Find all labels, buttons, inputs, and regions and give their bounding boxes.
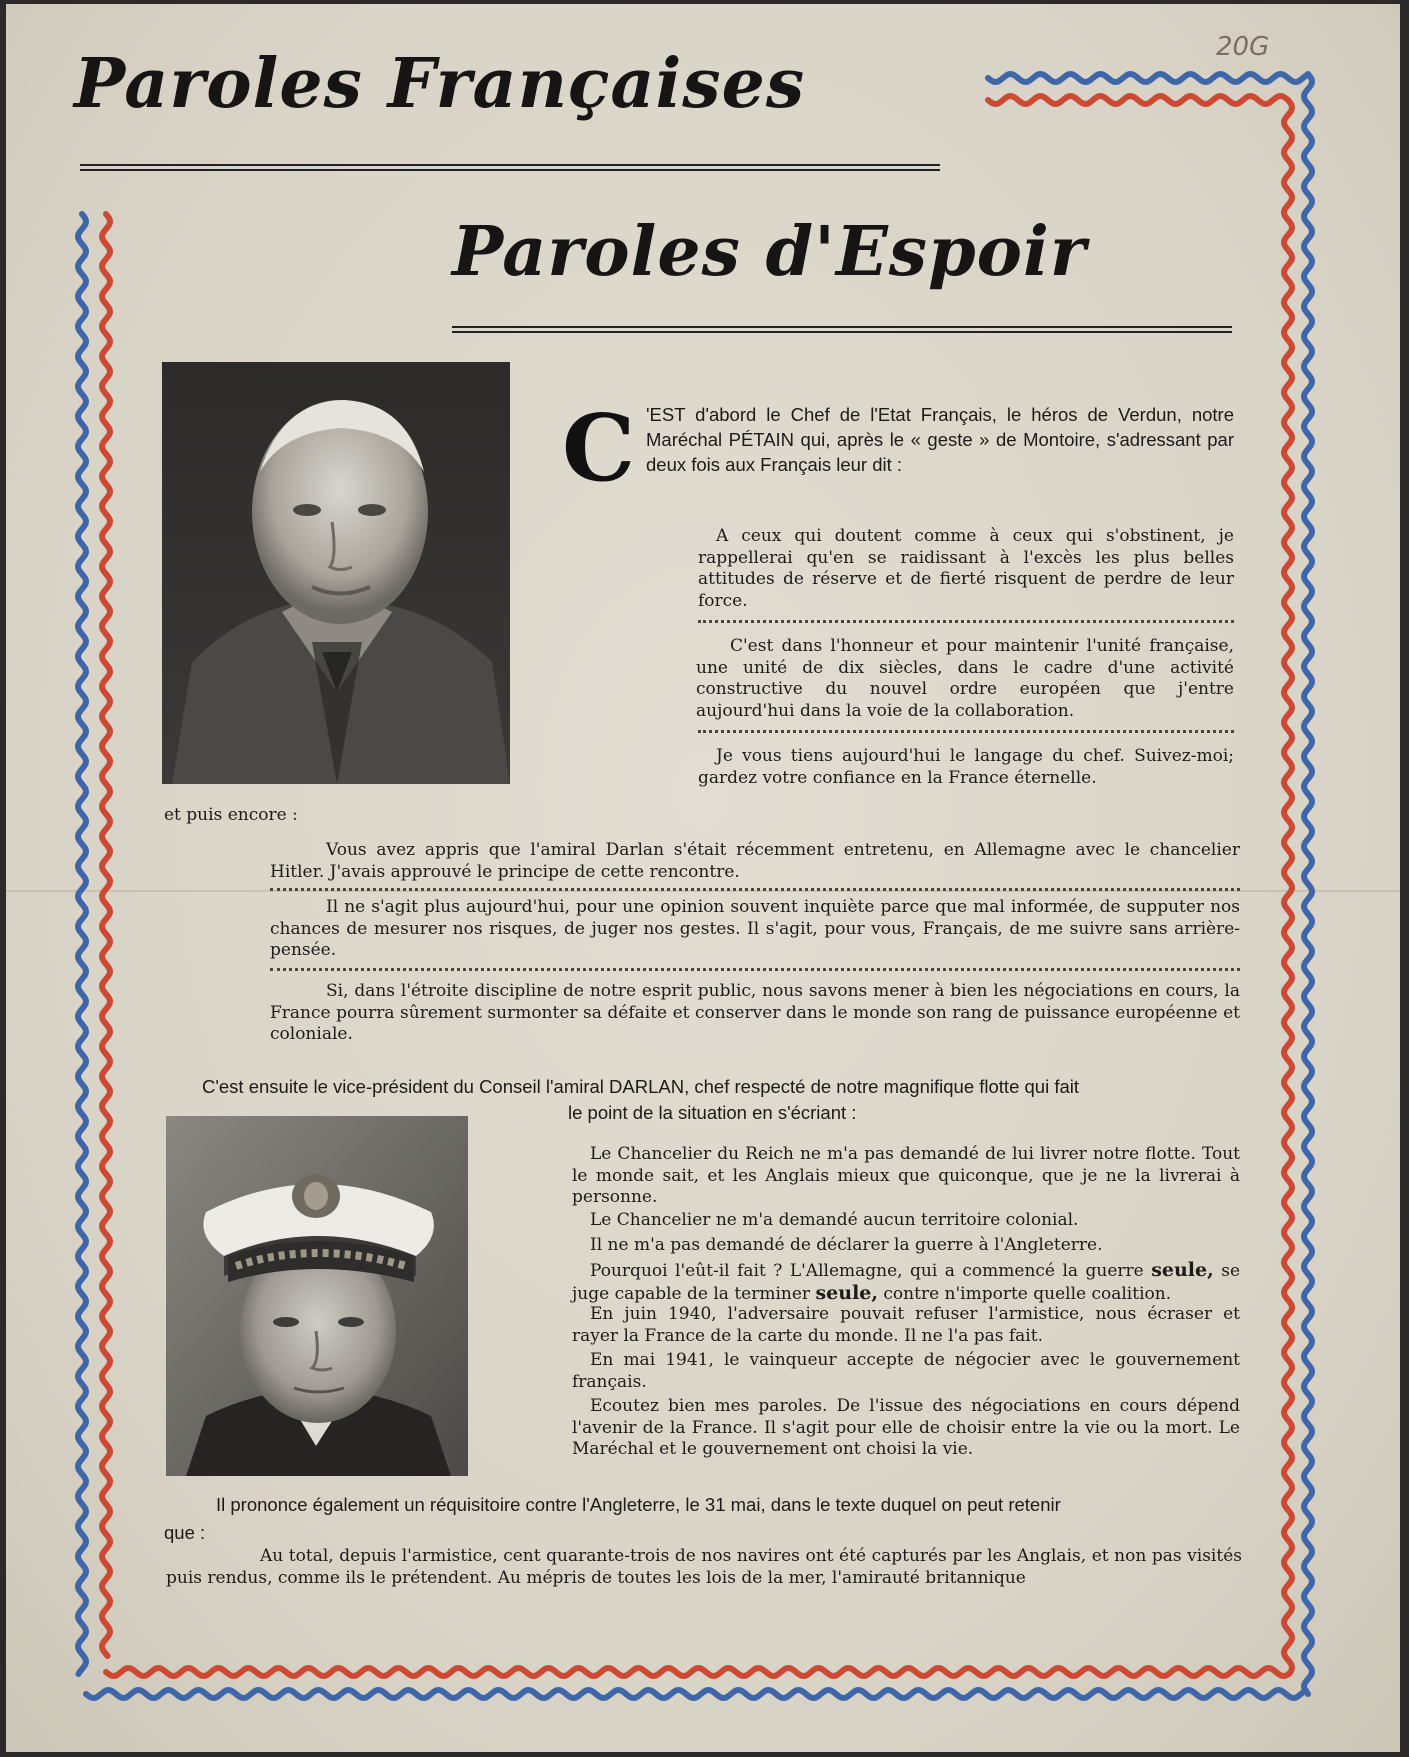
poster-page <box>6 4 1400 1752</box>
title-underline-1 <box>80 164 940 171</box>
closing-line-2: que : <box>164 1522 206 1543</box>
darlan-intro-line1: C'est ensuite le vice-président du Conseil l'amiral DARLAN, chef respecté de notre magnifique flotte qui fait <box>202 1076 1080 1097</box>
petain-intro: 'EST d'abord le Chef de l'Etat Français, le héros de Verdun, notre Maréchal PÉTAIN qui, après le « geste » de Montoire, s'adressant par deux fois aux Français leur dit : <box>646 404 1234 475</box>
petain-quote-3: Je vous tiens aujourd'hui le langage du chef. Suivez-moi; gardez votre confiance en la France éternelle. <box>698 746 1234 788</box>
closing-line-1: Il prononce également un réquisitoire contre l'Angleterre, le 31 mai, dans le texte duquel on peut retenir <box>216 1494 1061 1515</box>
darlan-paragraph-7: Ecoutez bien mes paroles. De l'issue des négociations en cours dépend l'avenir de la France. Il s'agit pour elle de choisir entre la vie ou la mort. Le Maréchal et le gouvernement ont choisi la vie. <box>572 1396 1240 1460</box>
title-paroles-espoir: Paroles d'Espoir <box>452 212 1087 292</box>
portrait-darlan-photo <box>166 1116 468 1476</box>
emphasis-seule: seule, <box>1151 1259 1214 1281</box>
page-number: 20G <box>1216 32 1270 62</box>
ellipsis-separator <box>698 726 1234 733</box>
final-quote: Au total, depuis l'armistice, cent quarante-trois de nos navires ont été capturés par les Anglais, et non pas visités puis rendus, comme ils le prétendent. Au mépris de toutes les lois de la mer, l'amirauté britannique <box>166 1546 1242 1588</box>
transition-text: et puis encore : <box>164 805 298 825</box>
darlan-paragraph-1: Le Chancelier du Reich ne m'a pas demandé de lui livrer notre flotte. Tout le monde sait, et les Anglais mieux que quiconque, que je ne la livrerai à personne. <box>572 1144 1240 1208</box>
border-top-red <box>988 96 1288 104</box>
emphasis-seule: seule, <box>815 1281 878 1304</box>
dropcap-letter: C <box>562 394 636 502</box>
border-right-blue <box>1304 74 1312 1694</box>
petain-quote-4: Vous avez appris que l'amiral Darlan s'était récemment entretenu, en Allemagne avec le chancelier Hitler. J'avais approuvé le principe de cette rencontre. <box>270 840 1240 882</box>
border-top-blue <box>988 74 1308 82</box>
title-paroles-francaises: Paroles Françaises <box>74 44 806 124</box>
title-underline-2 <box>452 326 1232 333</box>
darlan-paragraph-4: Pourquoi l'eût-il fait ? L'Allemagne, qui a commencé la guerre seule, se juge capable de la terminer seule, contre n'importe quelle coalition. <box>572 1259 1241 1304</box>
petain-quote-6: Si, dans l'étroite discipline de notre esprit public, nous savons mener à bien les négociations en cours, la France pourra sûrement surmonter sa défaite et conserver dans le monde son rang de puissance européenne et coloniale. <box>270 981 1240 1045</box>
darlan-paragraph-3: Il ne m'a pas demandé de déclarer la guerre à l'Angleterre. <box>590 1235 1103 1255</box>
portrait-petain-photo <box>162 362 510 784</box>
border-left-blue <box>78 214 86 1674</box>
ellipsis-separator <box>270 884 1240 891</box>
border-bottom-blue <box>86 1690 1306 1698</box>
darlan-paragraph-2: Le Chancelier ne m'a demandé aucun territoire colonial. <box>590 1210 1079 1230</box>
petain-quote-5: Il ne s'agit plus aujourd'hui, pour une opinion souvent inquiète parce que mal informée, de supputer nos chances de mesurer nos risques, de juger nos gestes. Il s'agit, pour vous, Français, de me suivre sans arrière-pensée. <box>270 897 1240 961</box>
petain-quote-2: C'est dans l'honneur et pour maintenir l'unité française, une unité de dix siècles, dans le cadre d'une activité constructive du nouvel ordre européen que j'entre aujourd'hui dans la voie de la collaboration. <box>696 636 1234 721</box>
border-left-red <box>102 214 110 1656</box>
ellipsis-separator <box>270 964 1240 971</box>
border-right-red <box>1284 100 1292 1674</box>
darlan-paragraph-5: En juin 1940, l'adversaire pouvait refuser l'armistice, nous écraser et rayer la France de la carte du monde. Il ne l'a pas fait. <box>572 1304 1240 1346</box>
darlan-paragraph-6: En mai 1941, le vainqueur accepte de négocier avec le gouvernement français. <box>572 1350 1240 1392</box>
ellipsis-separator <box>698 616 1234 623</box>
border-bottom-red <box>106 1668 1290 1676</box>
petain-quote-1: A ceux qui doutent comme à ceux qui s'obstinent, je rappellerai qu'en se raidissant à l'excès les plus belles attitudes de réserve et de fierté risquent de perdre de leur force. <box>698 526 1234 611</box>
darlan-intro-line2: le point de la situation en s'écriant : <box>568 1102 857 1123</box>
